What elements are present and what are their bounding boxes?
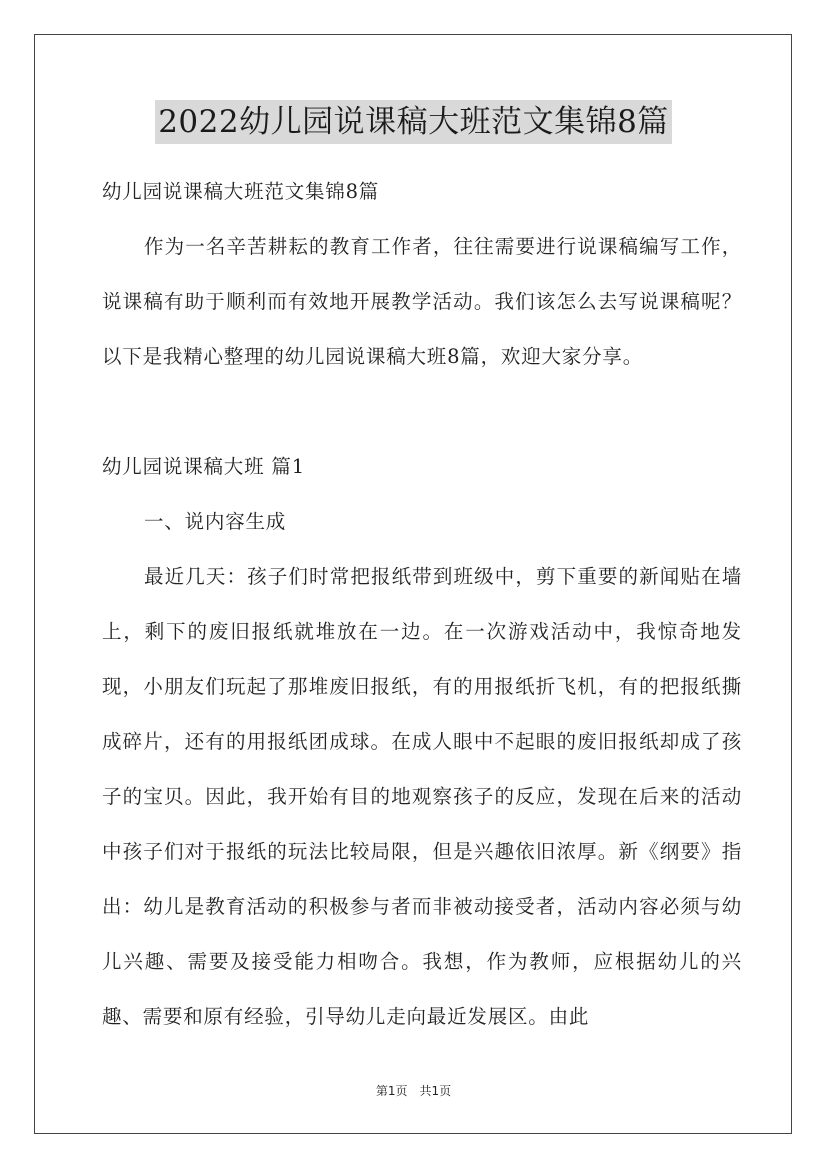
document-subtitle: 幼儿园说课稿大班范文集锦8篇 (102, 180, 380, 203)
page-footer (0, 1082, 827, 1099)
document-body (102, 164, 742, 1044)
page-total: 共1页 (419, 1084, 452, 1098)
intro-paragraph: 作为一名辛苦耕耘的教育工作者，往往需要进行说课稿编写工作，说课稿有助于顺利而有效地开展教学活动。我们该怎么去写说课稿呢？以下是我精心整理的幼儿园说课稿大班8篇，欢迎大家分享。 (102, 235, 742, 368)
document-title-wrap (0, 100, 827, 144)
subheading: 一、说内容生成 (144, 510, 287, 533)
page-number: 第1页 (375, 1084, 408, 1098)
section-heading: 幼儿园说课稿大班 篇1 (102, 455, 305, 478)
document-title: 2022幼儿园说课稿大班范文集锦8篇 (155, 100, 672, 144)
body-paragraph: 最近几天：孩子们时常把报纸带到班级中，剪下重要的新闻贴在墙上，剩下的废旧报纸就堆放在一边。在一次游戏活动中，我惊奇地发现，小朋友们玩起了那堆废旧报纸，有的用报纸折飞机，有的把报纸撕成碎片，还有的用报纸团成球。在成人眼中不起眼的废旧报纸却成了孩子的宝贝。因此，我开始有目的地观察孩子的反应，发现在后来的活动中孩子们对于报纸的玩法比较局限，但是兴趣依旧浓厚。新《纲要》指出：幼儿是教育活动的积极参与者而非被动接受者，活动内容必须与幼儿兴趣、需要及接受能力相吻合。我想，作为教师，应根据幼儿的兴趣、需要和原有经验，引导幼儿走向最近发展区。由此 (102, 565, 742, 1028)
